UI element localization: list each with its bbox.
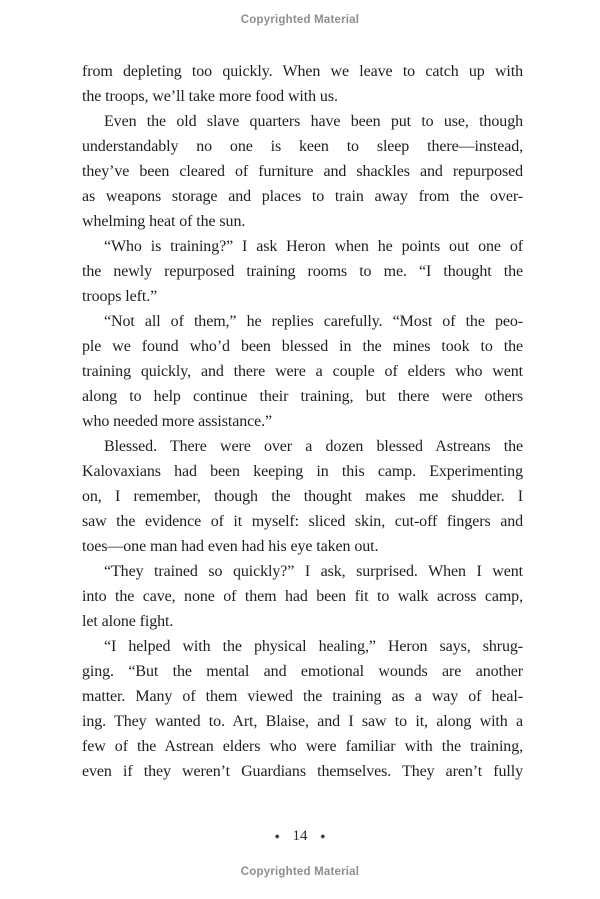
page-number-row bbox=[0, 828, 600, 845]
text-line: let alone fight. bbox=[82, 613, 174, 630]
text-line: whelming heat of the sun. bbox=[82, 213, 246, 230]
text-line: training quickly, and there were a couple of elders who went bbox=[82, 363, 523, 380]
text-line: ple we found who’d been blessed in the mines took to the bbox=[82, 338, 523, 355]
text-line: on, I remember, though the thought makes me shudder. I bbox=[82, 488, 523, 505]
text-line: as weapons storage and places to train away from the over- bbox=[82, 188, 523, 205]
text-line: who needed more assistance.” bbox=[82, 413, 273, 430]
text-line: matter. Many of them viewed the training as a way of heal- bbox=[82, 688, 523, 705]
text-line: “They trained so quickly?” I ask, surprised. When I went bbox=[104, 563, 523, 580]
book-page-text bbox=[82, 59, 523, 784]
text-line: Even the old slave quarters have been put to use, though bbox=[104, 113, 523, 130]
text-line: even if they weren’t Guardians themselves. They aren’t fully bbox=[82, 763, 523, 780]
page-number: 14 bbox=[292, 828, 308, 844]
text-line: “Who is training?” I ask Heron when he points out one of bbox=[104, 238, 523, 255]
text-line: the newly repurposed training rooms to me. “I thought the bbox=[82, 263, 523, 280]
text-line: ing. They wanted to. Art, Blaise, and I saw to it, along with a bbox=[82, 713, 523, 730]
diamond-ornament-icon: ◆ bbox=[320, 833, 326, 840]
text-line: from depleting too quickly. When we leave to catch up with bbox=[82, 63, 523, 80]
text-line: few of the Astrean elders who were familiar with the training, bbox=[82, 738, 523, 755]
text-line: into the cave, none of them had been fit to walk across camp, bbox=[82, 588, 523, 605]
text-line: Kalovaxians had been keeping in this camp. Experimenting bbox=[82, 463, 523, 480]
text-line: they’ve been cleared of furniture and shackles and repurposed bbox=[82, 163, 523, 180]
text-line: the troops, we’ll take more food with us. bbox=[82, 88, 338, 105]
text-line: toes—one man had even had his eye taken out. bbox=[82, 538, 379, 555]
copyright-notice-top: Copyrighted Material bbox=[240, 14, 360, 26]
text-line: troops left.” bbox=[82, 288, 158, 305]
text-line: “I helped with the physical healing,” Heron says, shrug- bbox=[104, 638, 523, 655]
text-line: “Not all of them,” he replies carefully. “Most of the peo- bbox=[104, 313, 523, 330]
text-line: saw the evidence of it myself: sliced skin, cut-off fingers and bbox=[82, 513, 523, 530]
text-line: ging. “But the mental and emotional wounds are another bbox=[82, 663, 523, 680]
text-line: Blessed. There were over a dozen blessed Astreans the bbox=[104, 438, 523, 455]
text-line: understandably no one is keen to sleep there—instead, bbox=[82, 138, 523, 155]
text-line: along to help continue their training, but there were others bbox=[82, 388, 523, 405]
diamond-ornament-icon: ◆ bbox=[274, 833, 280, 840]
copyright-notice-bottom: Copyrighted Material bbox=[240, 866, 360, 878]
